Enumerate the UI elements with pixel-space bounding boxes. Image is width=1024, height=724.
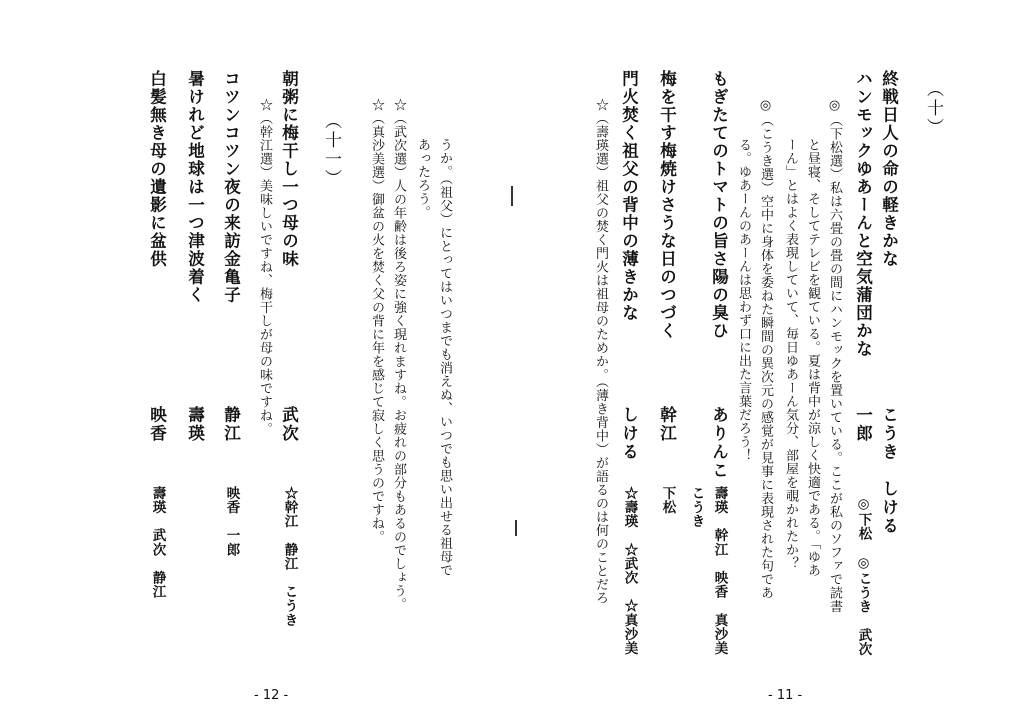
page-number-12: - 12 - bbox=[254, 688, 289, 703]
author-7: 静江 bbox=[221, 406, 241, 443]
author-6: 武次 bbox=[279, 406, 299, 443]
haiku-8: 暑けれど地球は一つ津波着く bbox=[185, 70, 205, 304]
author-9: 映香 bbox=[147, 406, 167, 443]
haiku-5: 門火焚く祖父の背中の薄きかな bbox=[619, 70, 639, 322]
selectors-2: ◎下松 ◎こうき 武次 bbox=[855, 496, 872, 657]
comment-continuation-line: あったろう。 bbox=[415, 138, 430, 219]
comment-line: ☆（壽瑛選）祖父の焚く門火は祖母のためか。（薄き背中）が語るのは何のことだろ bbox=[593, 98, 608, 605]
gutter-mark bbox=[511, 186, 513, 206]
haiku-1: 終戦日人の命の軽きかな bbox=[879, 70, 899, 268]
haiku-6: 朝粥に梅干し一つ母の味 bbox=[279, 70, 299, 268]
haiku-2: ハンモックゆあーんと空気蒲団かな bbox=[853, 70, 873, 358]
selectors-4: 下松 bbox=[659, 486, 676, 515]
comment-line: ☆（幹江選）美味しいですね、梅干しが母の味ですね。 bbox=[257, 98, 272, 436]
comment-continuation-line: うか。（祖父）にとってはいつまでも消えぬ、いつでも思い出せる祖母で bbox=[437, 138, 452, 577]
comment-line: ◎（こうき選）空中に身体を委ねた瞬間の異次元の感覚が見事に表現された句であ bbox=[758, 98, 773, 600]
selectors-5: ☆壽瑛 ☆武次 ☆真沙美 bbox=[621, 486, 638, 656]
haiku-9: 白髪無き母の遺影に盆供 bbox=[147, 70, 167, 268]
gutter-mark bbox=[515, 520, 517, 536]
selectors-3b: こうき bbox=[688, 486, 705, 529]
selectors-6: ☆幹江 静江 こうき bbox=[281, 486, 298, 627]
selectors-7: 映香 一郎 bbox=[223, 486, 240, 557]
haiku-3: もぎたてのトマトの旨さ陽の臭ひ bbox=[709, 70, 729, 340]
haiku-7: コツンコツン夜の来訪金亀子 bbox=[221, 70, 241, 304]
author-5: しける bbox=[619, 406, 639, 462]
page-number-11: - 11 - bbox=[768, 688, 803, 703]
author-8: 壽瑛 bbox=[185, 406, 205, 443]
selectors-9: 壽瑛 武次 静江 bbox=[149, 486, 166, 599]
comment-line: ◎（下松選）私は六畳の畳の間にハンモックを置いている。ここが私のソファで読書 bbox=[827, 98, 842, 613]
comment-line: ☆（武次選）人の年齢は後ろ姿に強く現れますね。お疲れの部分もあるのでしょう。 bbox=[391, 98, 406, 611]
haiku-4: 梅を干す梅焼けさうな日のつづく bbox=[657, 70, 677, 340]
comment-line: ーん」とはよく表現していて、毎日ゆあーん気分、部屋を覗かれたか？ bbox=[783, 138, 798, 570]
author-2: 一郎 bbox=[853, 406, 873, 443]
comment-line: る。ゆあーんのあーんは思わず口に出た言葉だろう！ bbox=[736, 138, 751, 462]
comment-line: ☆（真沙美選）御盆の火を焚く父の背に年を感じて寂しく思うのですね。 bbox=[369, 98, 384, 544]
author-3: ありんこ bbox=[709, 406, 729, 480]
section-title-11: （十一） bbox=[321, 112, 341, 188]
comment-line: と昼寝、そしてテレビを観ている。夏は背中が涼しく快適である。「ゆあ bbox=[805, 138, 820, 577]
author-4: 幹江 bbox=[657, 406, 677, 443]
section-title-10: （十） bbox=[923, 80, 943, 137]
author-1: こうき しける bbox=[879, 406, 899, 536]
selectors-3: 壽瑛 幹江 映香 真沙美 bbox=[711, 486, 728, 656]
